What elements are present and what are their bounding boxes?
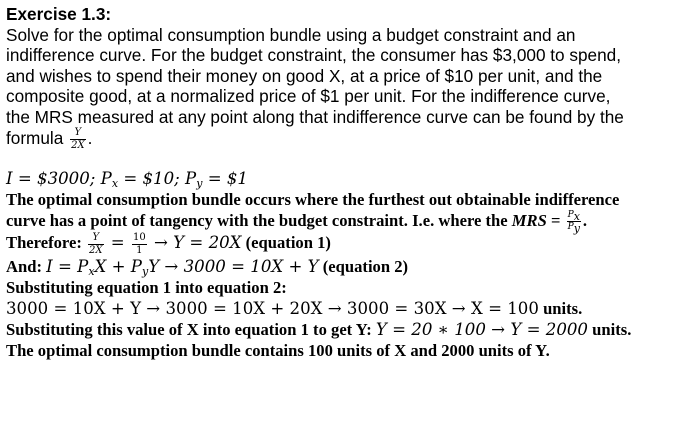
equation-2 (46, 257, 319, 276)
prompt-line: composite good, at a normalized price of $1 per unit. For the indifference curve, (6, 86, 611, 107)
px-symbol: P (567, 210, 574, 221)
conclusion-line: The optimal consumption bundle contains 100 units of X and 2000 units of Y. (6, 340, 550, 360)
calculation-line (6, 298, 690, 319)
price-fraction-numerator: 10 (132, 231, 146, 243)
calculation-expression: 3000 = 10X + Y → 3000 = 10X + 20X → 3000 = 30X → X = 100 (6, 298, 539, 318)
mrs-label: MRS (511, 210, 547, 230)
formula-label: formula (6, 127, 64, 148)
equation-2-rest: Y → 3000 = 10X + Y (148, 256, 319, 276)
price-fraction-denominator: 1 (136, 244, 143, 256)
substitute-value-line (6, 319, 690, 340)
prompt-line: the MRS measured at any point along that indifference curve can be found by the (6, 106, 624, 127)
exercise-prompt (6, 25, 690, 151)
substituting-line: Substituting equation 1 into equation 2: (6, 277, 287, 297)
py-subscript: y (573, 222, 580, 236)
substitute-value-expression: Y = 20 ∗ 100 → Y = 2000 (375, 319, 588, 339)
prompt-line: indifference curve. For the budget constraint, the consumer has $3,000 to spend, (6, 45, 621, 66)
givens-text: I = $3000; P (6, 168, 112, 188)
equation-2-mid: X + P (94, 256, 142, 276)
givens-mid: = $10; P (118, 168, 197, 188)
optimal-line-2 (6, 210, 690, 236)
equation-1: → Y = 20X (148, 233, 242, 253)
givens-line (6, 168, 690, 189)
mrs-fraction-numerator: Y (88, 233, 103, 245)
price-ratio-fraction (567, 210, 581, 236)
solution-section (6, 168, 690, 361)
px-subscript: x (573, 210, 580, 224)
optimal-line-2-text: curve has a point of tangency with the budget constraint. I.e. where the (6, 210, 512, 230)
section-spacer (6, 151, 690, 168)
givens-subscript-y: y (196, 176, 203, 190)
exercise-document (6, 4, 690, 361)
ratio-equals: = (105, 233, 130, 253)
formula-fraction (70, 128, 85, 151)
mrs-period: . (582, 210, 588, 230)
formula-period: . (87, 127, 93, 148)
substitute-value-text: Substituting this value of X into equation 1 to get Y: (6, 319, 376, 339)
and-label: And: (6, 256, 47, 276)
therefore-label: Therefore: (6, 233, 87, 253)
exercise-title: Exercise 1.3: (6, 4, 112, 24)
price-ratio-denominator (567, 222, 581, 236)
mrs-fraction-denominator: 2X (89, 244, 103, 256)
and-line (6, 256, 690, 277)
mrs-fraction (88, 233, 103, 256)
formula-denominator: 2X (71, 139, 85, 151)
formula-numerator: Y (70, 128, 85, 140)
givens-end: = $1 (202, 168, 248, 188)
prompt-formula-line (6, 128, 690, 151)
equation-2-subscript-y: y (141, 264, 149, 278)
equation-2-note: (equation 2) (318, 256, 409, 276)
prompt-line: and wishes to spend their money on good X, at a price of $10 per unit, and the (6, 65, 603, 86)
equation-2-subscript-x: x (88, 264, 95, 278)
price-fraction (132, 233, 147, 256)
therefore-line (6, 232, 690, 256)
py-symbol: P (567, 222, 574, 233)
optimal-line-1: The optimal consumption bundle occurs where the furthest out obtainable indifference (6, 189, 620, 209)
equation-1-note: (equation 1) (241, 233, 331, 253)
equation-2-start: I = P (46, 256, 89, 276)
price-ratio-numerator (567, 211, 581, 222)
substitute-value-units: units. (588, 319, 632, 339)
calculation-units: units. (538, 298, 583, 318)
prompt-line: Solve for the optimal consumption bundle using a budget constraint and an (6, 24, 576, 45)
givens-subscript-x: x (111, 176, 119, 190)
mrs-equals: = (546, 210, 565, 230)
